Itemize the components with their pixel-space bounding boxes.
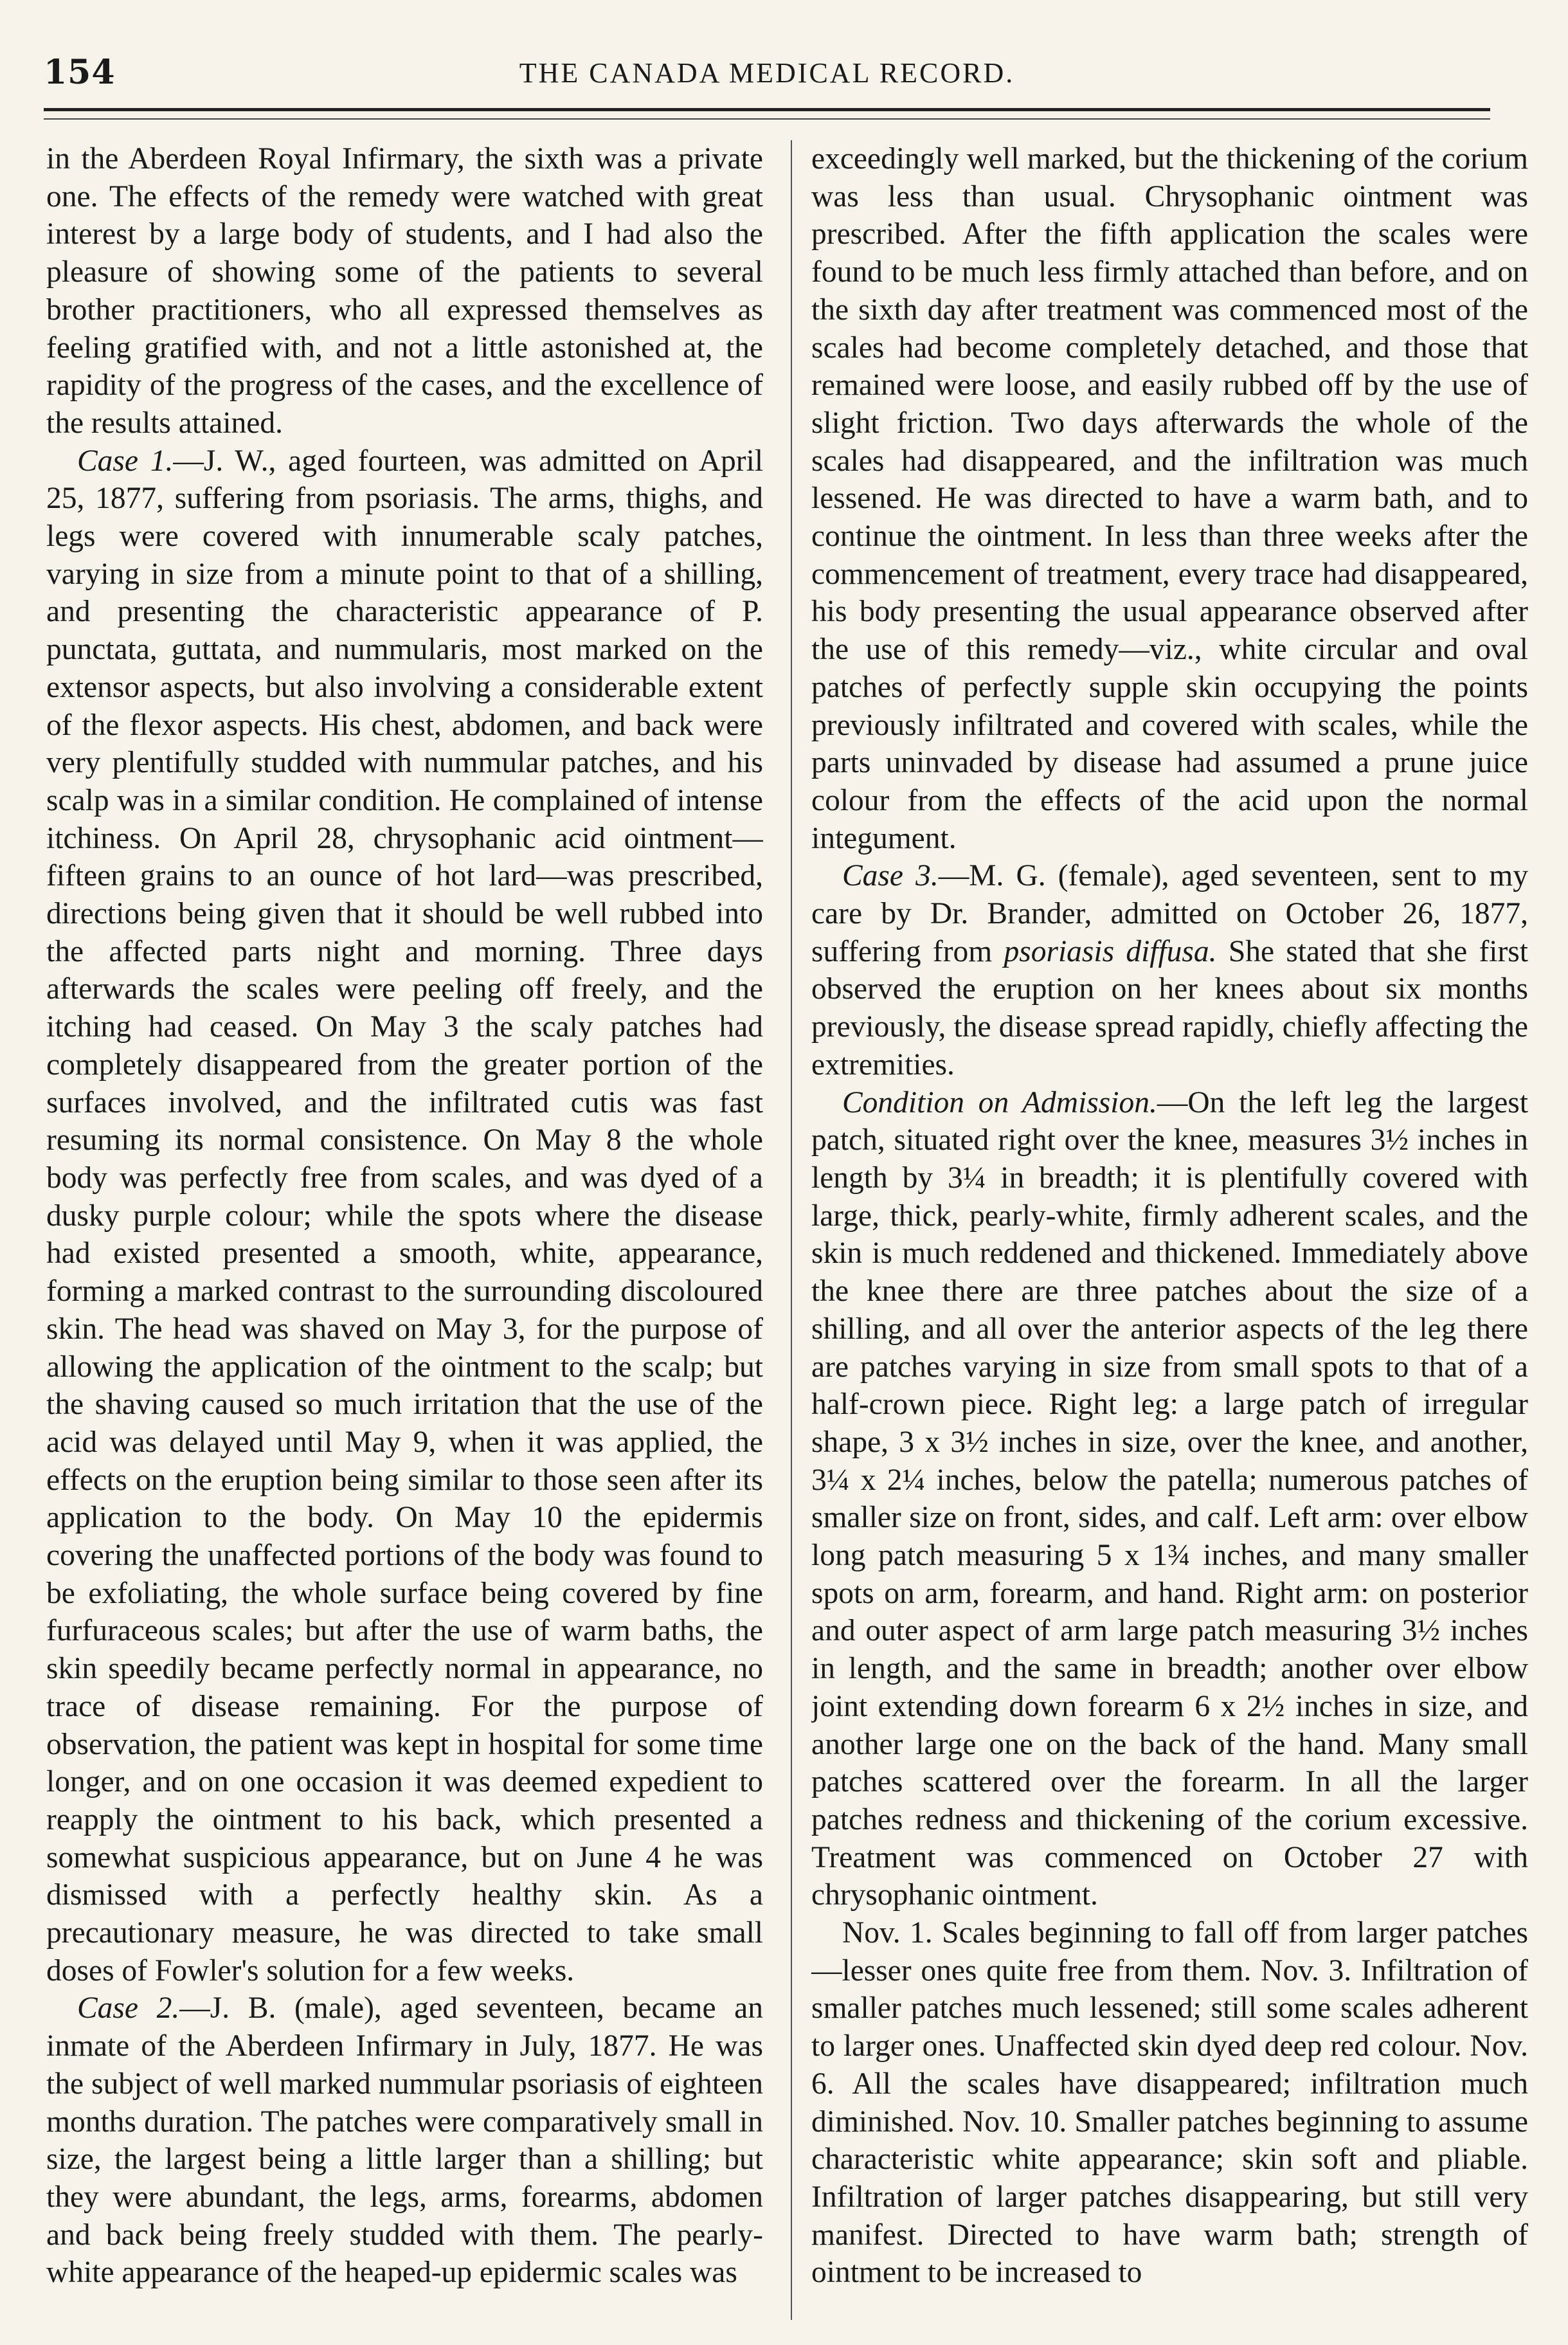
case-3-diagnosis: psoriasis diffusa. (1004, 934, 1217, 968)
header-rule-thick (44, 108, 1490, 111)
case-3-text-b: She stated that she first observed the eruption on her knees about six months previously, the disease spread rapidly, chiefly affecting the extremities. (811, 934, 1528, 1082)
condition-text: —On the left leg the largest patch, situated right over the knee, measures 3½ inches in length by 3¼ in breadth; it is plentifully covered with large, thick, pearly-white, firmly adherent scales, and the skin is much reddened and thickened. Immediately above the knee there are three patches about the size of a shilling, and all over the anterior aspects of the leg there are patches varying in size from small spots to that of a half-crown piece. Right leg: a large patch of irregular shape, 3 x 3½ inches in size, over the knee, and another, 3¼ x 2¼ inches, below the patella; numerous patches of smaller size on front, sides, and calf. Left arm: over elbow long patch measuring 5 x 1¾ inches, and many smaller spots on arm, forearm, and hand. Right arm: on posterior and outer aspect of arm large patch measuring 3½ inches in length, and the same in breadth; another over elbow joint extending down forearm 6 x 2½ inches in size, and another large one on the back of the hand. Many small patches scattered over the forearm. In all the larger patches redness and thickening of the corium excessive. Treatment was commenced on October 27 with chrysophanic ointment. (811, 1085, 1528, 1912)
left-column (46, 140, 763, 2320)
right-column (811, 140, 1528, 2320)
page-header (44, 45, 1490, 96)
case-3-text-a: —M. G. (female), aged seventeen, sent to my care by Dr. Brander, admitted on October 26, 1877, suffering from (811, 859, 1528, 968)
case-2-paragraph (46, 1989, 763, 2292)
column-divider (791, 140, 792, 2320)
case-3-label: Case 3. (842, 859, 939, 893)
header-rule-thin (44, 118, 1490, 120)
journal-title: THE CANADA MEDICAL RECORD. (519, 57, 1015, 89)
november-notes-paragraph: Nov. 1. Scales beginning to fall off from larger patches—lesser ones quite free from them. Nov. 3. Infiltration of smaller patches much lessened; still some scales adherent to larger ones. Unaffected skin dyed deep red colour. Nov. 6. All the scales have disappeared; infiltration much diminished. Nov. 10. Smaller patches beginning to assume characteristic white appearance; skin soft and pliable. Infiltration of larger patches disappearing, but still very manifest. Directed to have warm bath; strength of ointment to be increased to (811, 1916, 1528, 2290)
left-paragraph-intro: in the Aberdeen Royal Infirmary, the sixth was a private one. The effects of the remedy were watched with great interest by a large body of students, and I had also the pleasure of showing some of the patients to several brother practitioners, who all expressed themselves as feeling gratified with, and not a little astonished at, the rapidity of the progress of the cases, and the excellence of the results attained. (46, 142, 763, 440)
condition-label: Condition on Admission. (842, 1085, 1157, 1119)
page-number: 154 (44, 53, 116, 92)
case-2-text: —J. B. (male), aged seventeen, became an inmate of the Aberdeen Infirmary in July, 1877. He was the subject of well marked nummular psoriasis of eighteen months duration. The patches were comparatively small in size, the largest being a little larger than a shilling; but they were abundant, the legs, arms, forearms, abdomen and back being freely studded with them. The pearly-white appearance of the heaped-up epidermic scales was (46, 1991, 763, 2290)
case-1-text: —J. W., aged fourteen, was admitted on April 25, 1877, suffering from psoriasis. The arms, thighs, and legs were covered with innumerable scaly patches, varying in size from a minute point to that of a shilling, and presenting the characteristic appearance of P. punctata, guttata, and nummularis, most marked on the extensor aspects, but also involving a considerable extent of the flexor aspects. His chest, abdomen, and back were very plentifully studded with nummular patches, and his scalp was in a similar condition. He complained of intense itchiness. On April 28, chrysophanic acid ointment—fifteen grains to an ounce of hot lard—was prescribed, directions being given that it should be well rubbed into the affected parts night and morning. Three days afterwards the scales were peeling off freely, and the itching had ceased. On May 3 the scaly patches had completely disappeared from the greater portion of the surfaces involved, and the infiltrated cutis was fast resuming its normal consistence. On May 8 the whole body was perfectly free from scales, and was dyed of a dusky purple colour; while the spots where the disease had existed presented a smooth, white, appearance, forming a marked contrast to the surrounding discoloured skin. The head was shaved on May 3, for the purpose of allowing the application of the ointment to the scalp; but the shaving caused so much irritation that the use of the acid was delayed until May 9, when it was applied, the effects on the eruption being similar to those seen after its application to the body. On May 10 the epidermis covering the unaffected portions of the body was found to be exfoliating, the whole surface being covered by fine furfuraceous scales; but after the use of warm baths, the skin speedily became perfectly normal in appearance, no trace of disease remaining. For the purpose of observation, the patient was kept in hospital for some time longer, and on one occasion it was deemed expedient to reapply the ointment to his back, which presented a somewhat suspicious appearance, but on June 4 he was dismissed with a perfectly healthy skin. As a precautionary measure, he was directed to take small doses of Fowler's solution for a few weeks. (46, 444, 763, 1987)
case-2-label: Case 2. (77, 1991, 180, 2025)
case-1-label: Case 1. (77, 444, 174, 478)
case-3-paragraph (811, 857, 1528, 1083)
case-1-paragraph (46, 442, 763, 1990)
right-paragraph-continued: exceedingly well marked, but the thickening of the corium was less than usual. Chrysophanic ointment was prescribed. After the fifth application the scales were found to be much less firmly attached than before, and on the sixth day after treatment was commenced most of the scales had become completely detached, and those that remained were loose, and easily rubbed off by the use of slight friction. Two days afterwards the whole of the scales had disappeared, and the infiltration was much lessened. He was directed to have a warm bath, and to continue the ointment. In less than three weeks after the commencement of treatment, every trace had disappeared, his body presenting the usual appearance observed after the use of this remedy—viz., white circular and oval patches of perfectly supple skin occupying the points previously infiltrated and covered with scales, while the parts uninvaded by disease had assumed a prune juice colour from the effects of the acid upon the normal integument. (811, 142, 1528, 855)
condition-paragraph (811, 1084, 1528, 1914)
